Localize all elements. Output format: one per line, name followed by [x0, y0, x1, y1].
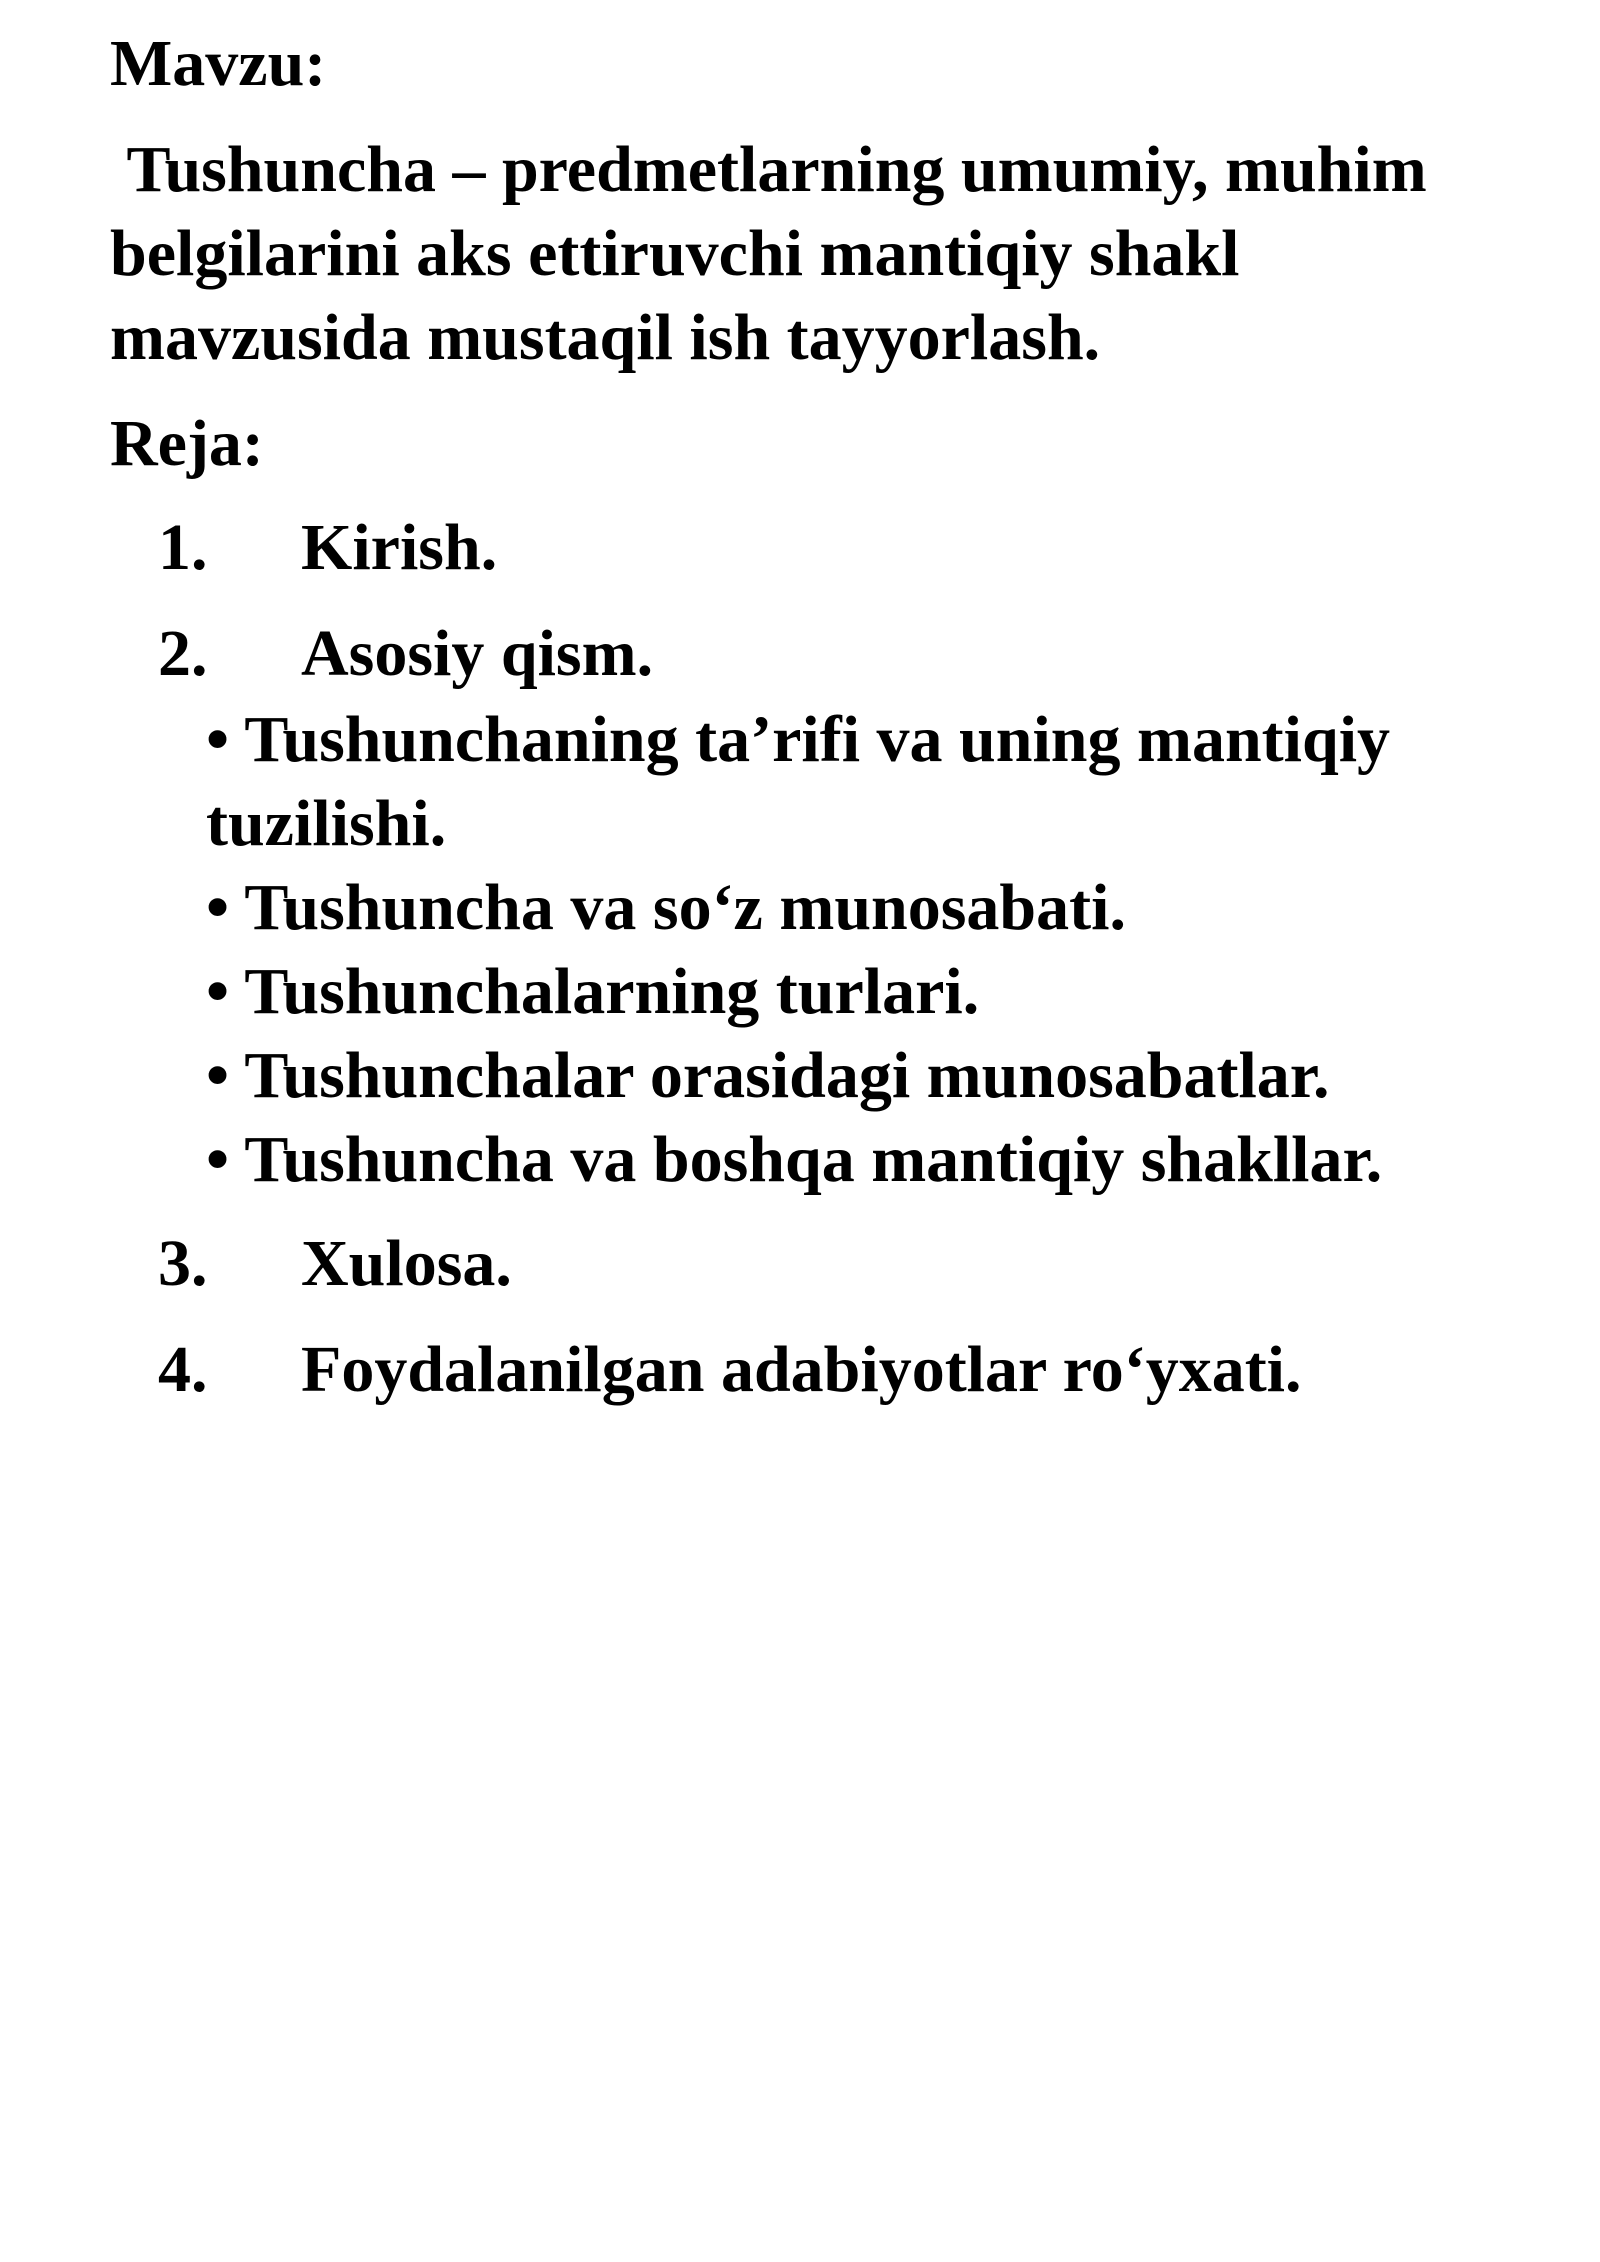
bullet-icon: •	[206, 871, 230, 944]
subtopic-text: Tushunchalar orasidagi munosabatlar.	[229, 1039, 1330, 1112]
subtopic-text: Tushuncha va so‘z munosabati.	[229, 871, 1126, 944]
plan-item-3	[158, 1222, 512, 1306]
topic-text: Tushuncha – predmetlarning umumiy, muhim belgilarini aks ettiruvchi mantiqiy shakl mavzusida mustaqil ish tayyorlash.	[110, 133, 1444, 374]
subtopic-item	[206, 1034, 1556, 1118]
plan-item-number: 3.	[158, 1227, 208, 1300]
subtopic-item	[206, 866, 1556, 950]
subtopic-item	[206, 1118, 1556, 1202]
plan-item-text: Kirish.	[301, 511, 498, 584]
subtopic-item	[206, 698, 1556, 866]
bullet-icon: •	[206, 955, 230, 1028]
plan-item-number: 1.	[158, 511, 208, 584]
bullet-icon: •	[206, 703, 230, 776]
plan-item-number: 2.	[158, 617, 208, 690]
subtopic-item	[206, 950, 1556, 1034]
subtopic-text: Tushunchaning ta’rifi va uning mantiqiy tuzilishi.	[206, 703, 1391, 860]
plan-item-number: 4.	[158, 1333, 208, 1406]
plan-heading: Reja:	[110, 407, 264, 480]
bullet-icon: •	[206, 1123, 230, 1196]
plan-item-text: Foydalanilgan adabiyotlar ro‘yxati.	[301, 1333, 1302, 1406]
plan-item-text: Xulosa.	[301, 1227, 512, 1300]
subtopic-text: Tushunchalarning turlari.	[229, 955, 980, 1028]
subtopic-text: Tushuncha va boshqa mantiqiy shakllar.	[229, 1123, 1383, 1196]
plan-item-2	[158, 612, 653, 696]
bullet-icon: •	[206, 1039, 230, 1112]
subtopic-list	[206, 698, 1556, 1202]
plan-item-4	[158, 1328, 1302, 1412]
plan-item-1	[158, 506, 497, 590]
topic-heading: Mavzu:	[110, 27, 327, 100]
plan-item-text: Asosiy qism.	[301, 617, 654, 690]
